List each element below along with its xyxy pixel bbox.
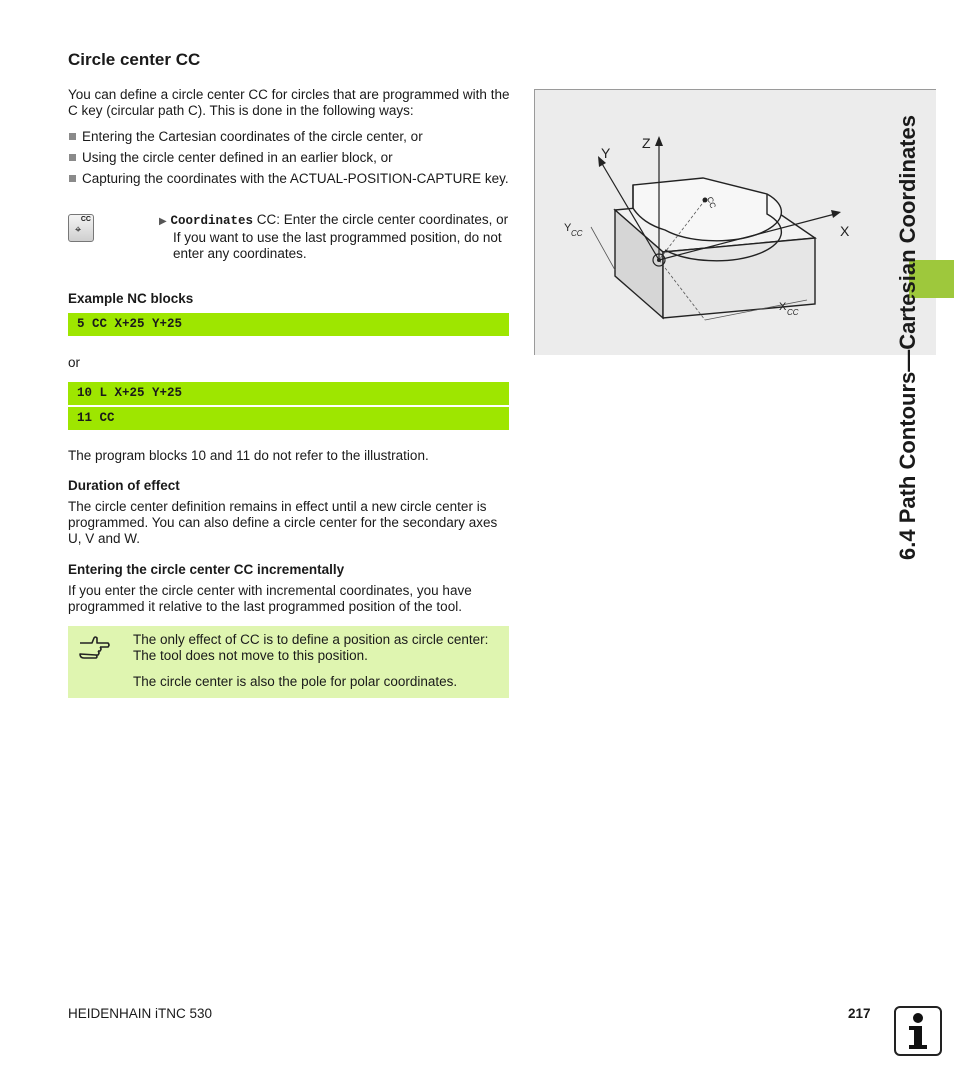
nc-block-text: 10 L X+25 Y+25 (77, 386, 183, 400)
nc-block-text: 5 CC X+25 Y+25 (77, 317, 183, 331)
step-arrow-icon: ▶ (159, 216, 167, 227)
block-front-face (663, 238, 815, 318)
cc-key-icon (68, 214, 94, 242)
bullet-item (68, 129, 512, 145)
footer-product: HEIDENHAIN iTNC 530 (68, 1006, 213, 1021)
bullet-text: Capturing the coordinates with the ACTUAL-POSITION-CAPTURE key. (82, 171, 509, 186)
bullet-square-icon (69, 133, 76, 140)
xcc-label: X (779, 301, 787, 313)
page-number: 217 (848, 1006, 871, 1021)
nc-block-text: 11 CC (77, 411, 115, 425)
x-axis-label: X (840, 223, 850, 239)
info-icon (894, 1006, 942, 1056)
workpiece-diagram (535, 90, 936, 355)
intro-paragraph: You can define a circle center CC for circles that are programmed with the C key (circular path C). This is done in the following ways: (68, 87, 510, 118)
nc-block (68, 313, 509, 336)
circle-center-illustration (534, 89, 936, 355)
bullet-square-icon (69, 154, 76, 161)
note-line-1: The only effect of CC is to define a position as circle center: The tool does not move to this position. (133, 632, 489, 663)
xcc-subscript: CC (787, 308, 799, 317)
section-title: Circle center CC (68, 50, 201, 69)
duration-paragraph: The circle center definition remains in effect until a new circle center is programmed. You can also define a circle center for the secondary axes U, V and W. (68, 499, 498, 546)
bullet-square-icon (69, 175, 76, 182)
bullet-text: Entering the Cartesian coordinates of the circle center, or (82, 129, 423, 144)
bullet-item (68, 150, 512, 166)
step-text-2: If you want to use the last programmed position, do not enter any coordinates. (173, 230, 502, 261)
ycc-subscript: CC (571, 229, 583, 238)
crosshair-icon: ⌖ (75, 224, 82, 236)
note-box (68, 626, 509, 698)
bullet-item (68, 171, 512, 187)
pointing-hand-icon (78, 634, 112, 660)
bullet-text: Using the circle center defined in an earlier block, or (82, 150, 393, 165)
step-keyword: Coordinates (170, 214, 253, 228)
incremental-heading: Entering the circle center CC incrementally (68, 562, 345, 577)
note-line-2: The circle center is also the pole for polar coordinates. (133, 674, 458, 689)
z-axis-label: Z (642, 135, 651, 151)
or-text: or (68, 355, 81, 370)
cc-label: CC (705, 195, 718, 210)
step-instruction (159, 212, 511, 262)
incremental-paragraph: If you enter the circle center with incremental coordinates, you have programmed it relative to the last programmed position of the tool. (68, 583, 472, 614)
example-heading: Example NC blocks (68, 291, 194, 306)
duration-heading: Duration of effect (68, 478, 180, 493)
ycc-label: Y (564, 222, 572, 234)
nc-block (68, 407, 509, 430)
program-note: The program blocks 10 and 11 do not refer to the illustration. (68, 448, 429, 463)
step-text: CC: Enter the circle center coordinates, or (256, 212, 509, 227)
vertical-chapter-title: 6.4 Path Contours—Cartesian Coordinates (895, 115, 920, 560)
nc-block (68, 382, 509, 405)
y-axis-label: Y (601, 145, 611, 161)
cc-key-label: CC (80, 216, 91, 223)
